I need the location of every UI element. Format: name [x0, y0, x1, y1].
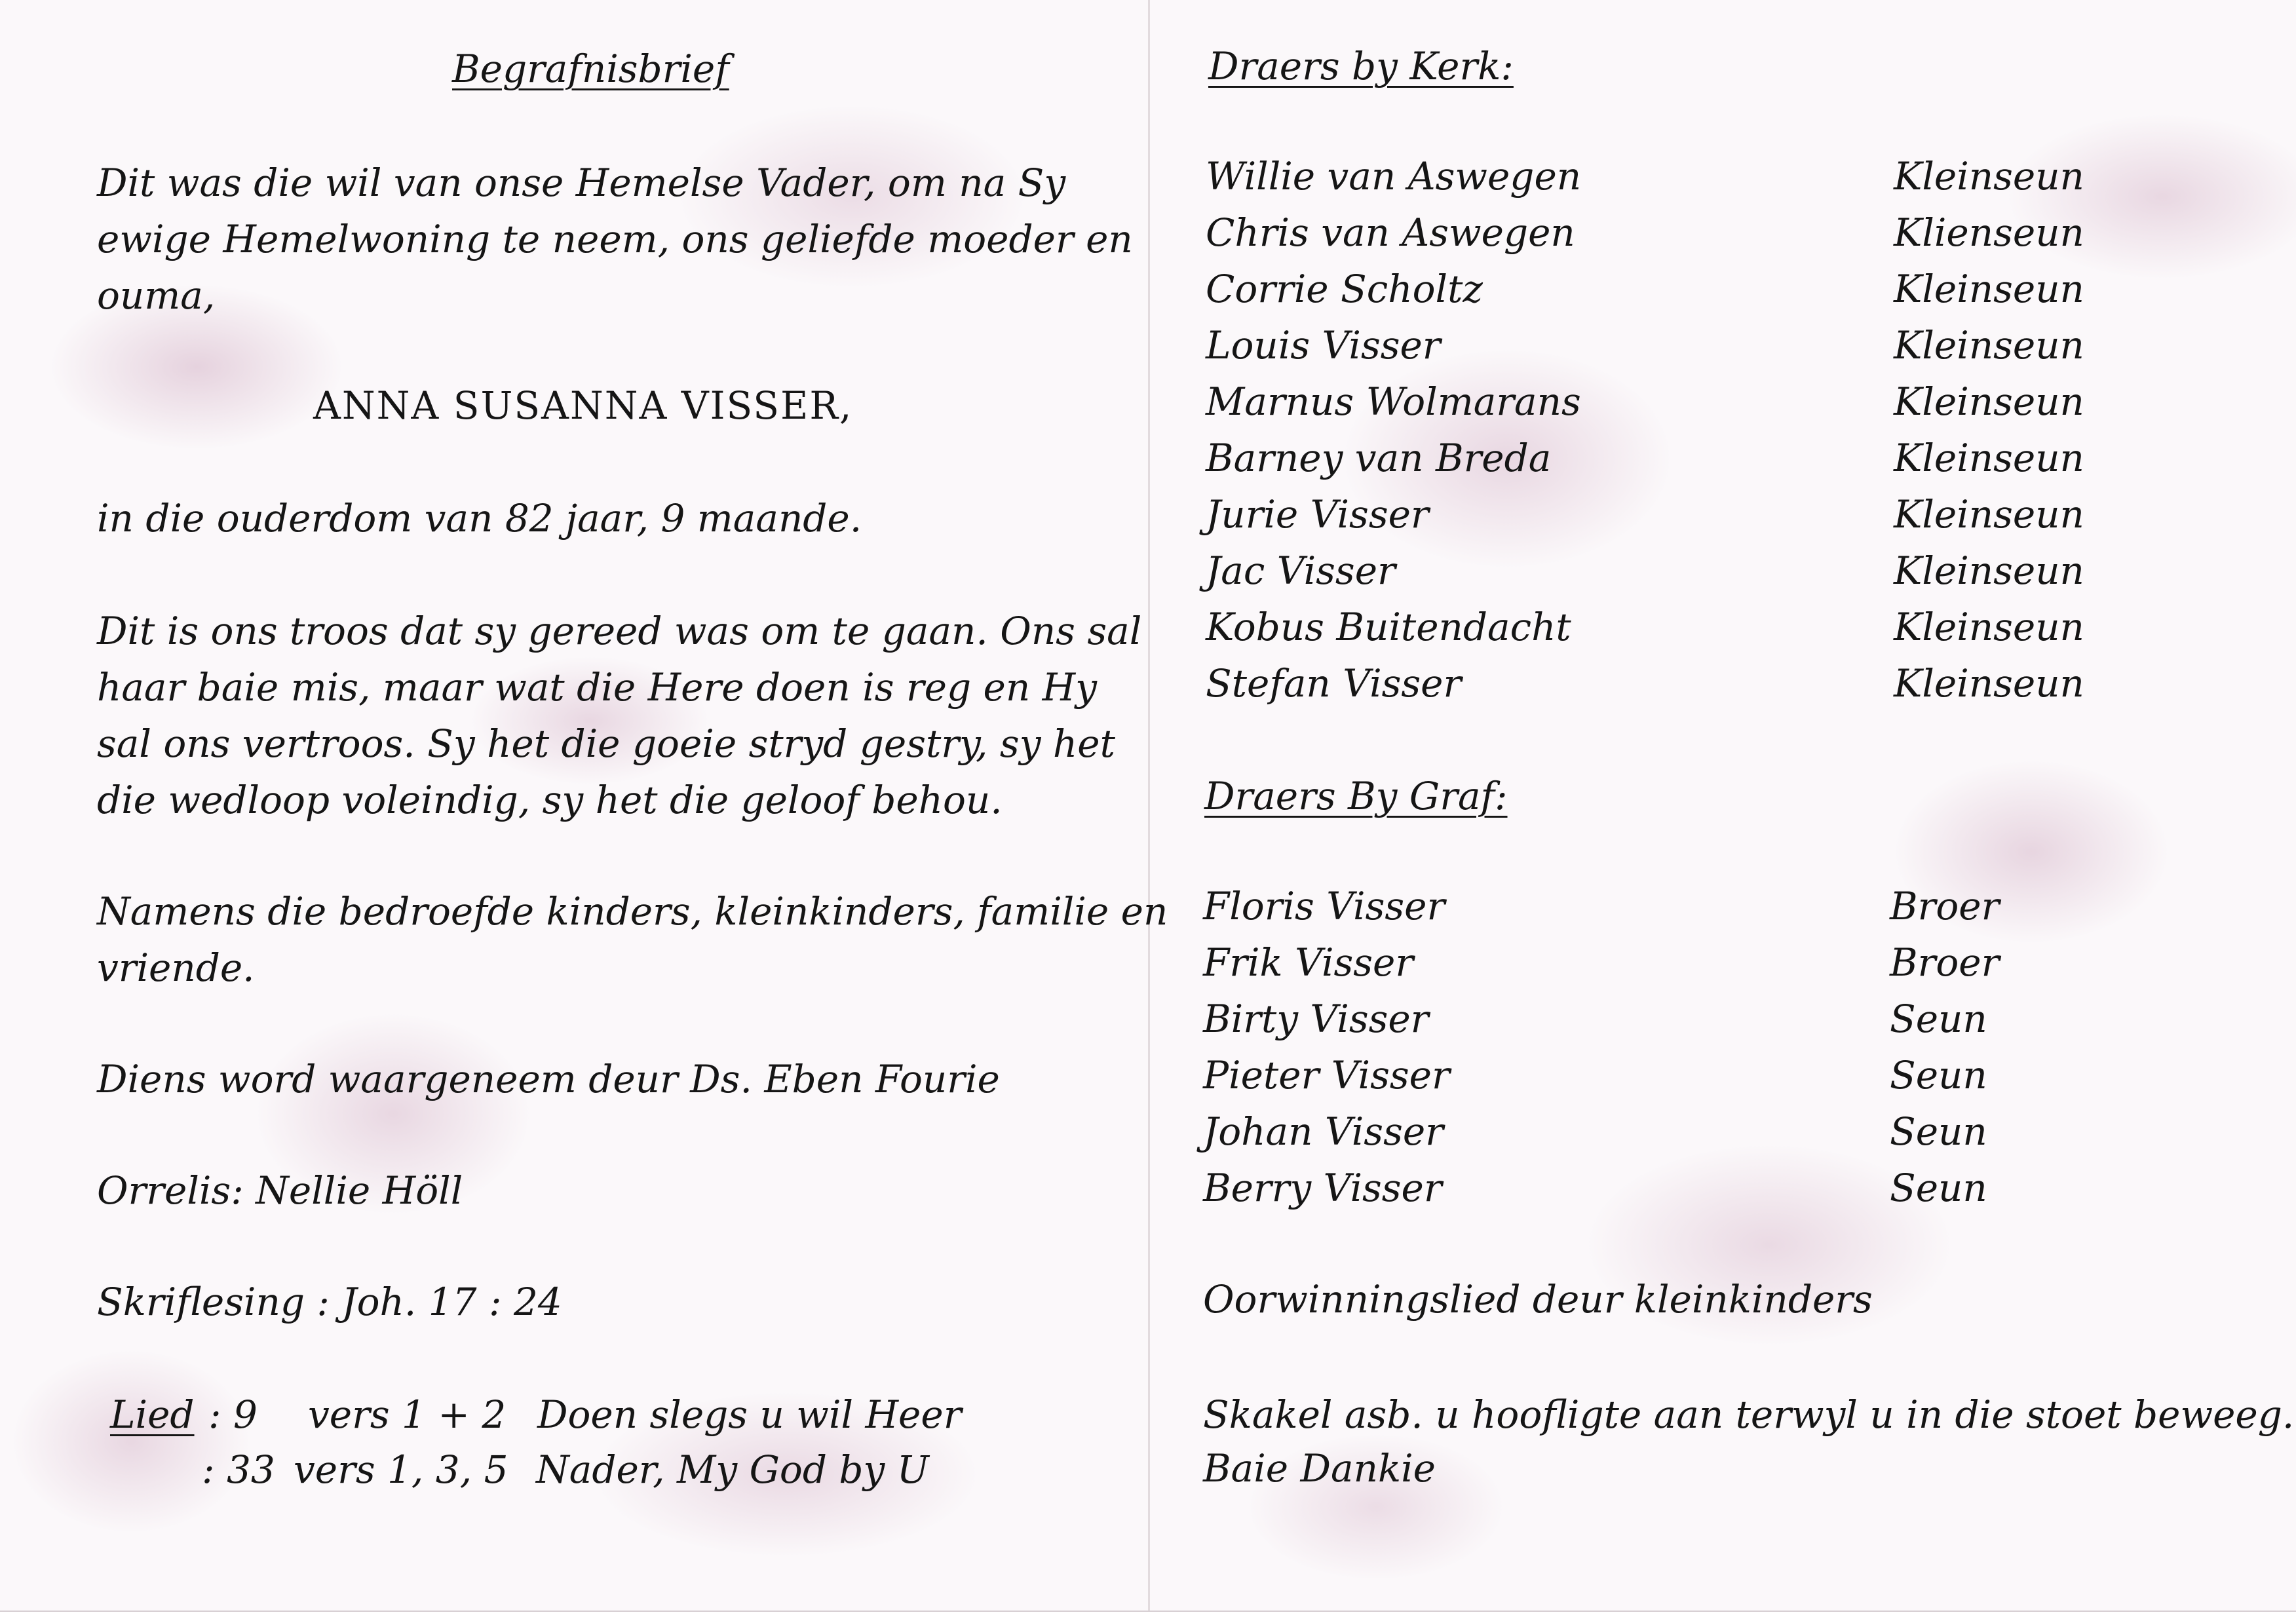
intro-line: ewige Hemelwoning te neem, ons geliefde moeder en [97, 217, 1133, 261]
comfort-line: die wedloop voleindig, sy het die geloof behou. [97, 778, 1003, 822]
song-title: Nader, My God by U [536, 1447, 929, 1492]
deceased-name: ANNA SUSANNA VISSER, [313, 383, 853, 428]
song-verses: vers 1 + 2 [308, 1392, 507, 1437]
service-line: Diens word waargeneem deur Ds. Eben Fourie [97, 1057, 1000, 1101]
church-bearers-heading: Draers by Kerk: [1208, 44, 1514, 88]
bearer-name: Marnus Wolmarans [1206, 379, 1581, 424]
age-line: in die ouderdom van 82 jaar, 9 maande. [97, 496, 862, 541]
bearer-name: Chris van Aswegen [1206, 210, 1575, 255]
bearer-relation: Seun [1890, 1166, 1987, 1210]
bearer-relation: Kleinseun [1894, 154, 2084, 199]
behalf-line: Namens die bedroefde kinders, kleinkinders, familie en [97, 889, 1168, 934]
bearer-relation: Kleinseun [1894, 605, 2084, 649]
bearer-name: Berry Visser [1203, 1166, 1442, 1210]
bearer-relation: Kleinseun [1894, 379, 2084, 424]
song-title: Doen slegs u wil Heer [537, 1392, 962, 1437]
bearer-name: Barney van Breda [1206, 436, 1552, 480]
headlights-note: Skakel asb. u hoofligte aan terwyl u in die stoet beweeg. [1203, 1392, 2295, 1437]
comfort-line: sal ons vertroos. Sy het die goeie stryd gestry, sy het [97, 721, 1115, 766]
comfort-line: haar baie mis, maar wat die Here doen is reg en Hy [97, 665, 1097, 710]
behalf-line: vriende. [97, 945, 255, 990]
thanks-line: Baie Dankie [1203, 1446, 1436, 1491]
bearer-relation: Kleinseun [1894, 661, 2084, 706]
bearer-relation: Broer [1890, 884, 2000, 928]
bearer-name: Louis Visser [1206, 323, 1441, 368]
grave-bearers-heading: Draers By Graf: [1204, 774, 1508, 818]
bearer-relation: Kleinseun [1894, 267, 2084, 311]
intro-line: Dit was die wil van onse Hemelse Vader, om na Sy [97, 161, 1066, 205]
victory-song-line: Oorwinningslied deur kleinkinders [1203, 1277, 1873, 1322]
intro-line: ouma, [97, 273, 216, 318]
bearer-name: Pieter Visser [1203, 1053, 1450, 1097]
bearer-name: Willie van Aswegen [1206, 154, 1582, 199]
bearer-relation: Seun [1890, 997, 1987, 1041]
bearer-relation: Kleinseun [1894, 548, 2084, 593]
songs-label: Lied [110, 1392, 195, 1437]
bearer-name: Kobus Buitendacht [1206, 605, 1571, 649]
reading-line: Skriflesing : Joh. 17 : 24 [97, 1280, 562, 1324]
bearer-name: Jurie Visser [1206, 492, 1429, 537]
bearer-relation: Seun [1890, 1109, 1987, 1154]
bearer-name: Johan Visser [1203, 1109, 1444, 1154]
right-page [1148, 0, 2296, 1620]
bearer-name: Floris Visser [1203, 884, 1445, 928]
song-number: : 9 [208, 1392, 258, 1437]
organist-line: Orrelis: Nellie Höll [97, 1168, 463, 1213]
bearer-relation: Seun [1890, 1053, 1987, 1097]
bearer-relation: Kleinseun [1894, 492, 2084, 537]
bearer-name: Corrie Scholtz [1206, 267, 1483, 311]
bearer-relation: Kleinseun [1894, 436, 2084, 480]
bearer-relation: Broer [1890, 940, 2000, 985]
song-verses: vers 1, 3, 5 [294, 1447, 508, 1492]
song-number: : 33 [202, 1447, 275, 1492]
bearer-name: Stefan Visser [1206, 661, 1462, 706]
bearer-relation: Klienseun [1894, 210, 2084, 255]
bearer-name: Frik Visser [1203, 940, 1414, 985]
bearer-name: Birty Visser [1203, 997, 1429, 1041]
bearer-relation: Kleinseun [1894, 323, 2084, 368]
bearer-name: Jac Visser [1206, 548, 1396, 593]
page-heading: Begrafnisbrief [452, 47, 729, 91]
comfort-line: Dit is ons troos dat sy gereed was om te gaan. Ons sal [97, 609, 1142, 653]
